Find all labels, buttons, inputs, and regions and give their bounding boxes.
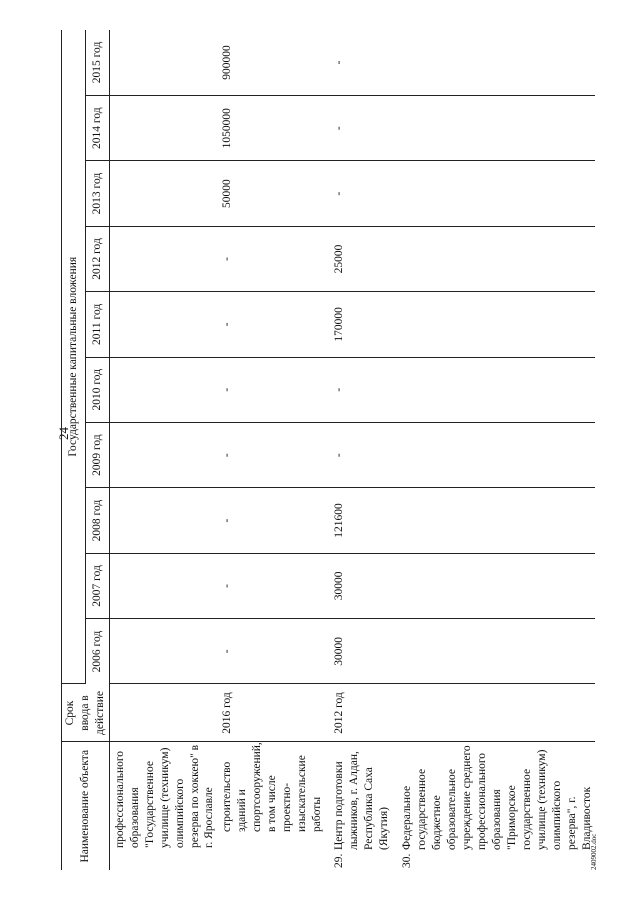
value-cell: - xyxy=(217,619,329,684)
table-row xyxy=(329,30,397,870)
value-cell: - xyxy=(329,422,397,487)
value-cell: - xyxy=(217,292,329,357)
item-number: 30. xyxy=(401,853,414,868)
value-cell: 30000 xyxy=(329,553,397,618)
value-cell xyxy=(397,553,594,618)
value-cell: - xyxy=(329,30,397,95)
value-cell: 121600 xyxy=(329,488,397,553)
term-cell: 2012 год xyxy=(329,684,397,742)
value-cell xyxy=(109,95,217,160)
value-cell: - xyxy=(217,422,329,487)
object-name: Федеральное государственное бюджетное образовательное учреждение среднего профессионального образования "Приморское государственное училище (техникум) олимпийского резерва", г. Владивосток xyxy=(401,745,593,850)
term-cell xyxy=(109,684,217,742)
value-cell xyxy=(397,30,594,95)
value-cell xyxy=(397,488,594,553)
header-year: 2015 год xyxy=(85,30,109,95)
header-investments: Государственные капитальные вложения xyxy=(62,30,86,684)
header-year: 2007 год xyxy=(85,553,109,618)
value-cell xyxy=(109,292,217,357)
rotated-page-content xyxy=(61,30,601,870)
value-cell: 1050000 xyxy=(217,95,329,160)
value-cell xyxy=(109,422,217,487)
object-name: Центр подготовки лыжников, г. Алдан, Республика Саха (Якутия) xyxy=(333,751,391,850)
value-cell: 25000 xyxy=(329,226,397,291)
value-cell: 50000 xyxy=(217,161,329,226)
value-cell xyxy=(109,226,217,291)
value-cell xyxy=(397,422,594,487)
table-row xyxy=(397,30,594,870)
header-year: 2014 год xyxy=(85,95,109,160)
value-cell: 170000 xyxy=(329,292,397,357)
value-cell: 900000 xyxy=(217,30,329,95)
header-year: 2012 год xyxy=(85,226,109,291)
value-cell: - xyxy=(217,357,329,422)
value-cell: - xyxy=(329,95,397,160)
page-number: 24 xyxy=(56,427,71,440)
value-cell: - xyxy=(217,553,329,618)
footer-file-code: 2409002.doc xyxy=(590,833,598,870)
header-year: 2013 год xyxy=(85,161,109,226)
term-cell xyxy=(397,684,594,742)
value-cell xyxy=(397,292,594,357)
object-name: строительство зданий и спортсооружений, в том числе проектно-изыскательские работы xyxy=(221,742,323,832)
value-cell xyxy=(109,619,217,684)
value-cell xyxy=(397,95,594,160)
value-cell xyxy=(109,357,217,422)
term-cell: 2016 год xyxy=(217,684,329,742)
table-row xyxy=(217,30,329,870)
header-year: 2009 год xyxy=(85,422,109,487)
value-cell: - xyxy=(329,357,397,422)
value-cell: - xyxy=(329,161,397,226)
value-cell xyxy=(109,30,217,95)
object-name: профессионального образования "Государственное училище (техникум) олимпийского резерва по хоккею" в г. Ярославле xyxy=(113,744,216,848)
value-cell: - xyxy=(217,226,329,291)
item-number: 29. xyxy=(333,853,346,868)
value-cell xyxy=(109,488,217,553)
value-cell xyxy=(109,553,217,618)
header-year: 2006 год xyxy=(85,619,109,684)
capital-investments-table xyxy=(61,30,595,870)
value-cell xyxy=(397,619,594,684)
header-year: 2011 год xyxy=(85,292,109,357)
value-cell xyxy=(109,161,217,226)
header-name: Наименование объекта xyxy=(62,742,110,870)
value-cell: 30000 xyxy=(329,619,397,684)
header-year: 2008 год xyxy=(85,488,109,553)
header-year: 2010 год xyxy=(85,357,109,422)
value-cell xyxy=(397,226,594,291)
value-cell: - xyxy=(217,488,329,553)
value-cell xyxy=(397,161,594,226)
header-term: Срок ввода в действие xyxy=(62,684,110,742)
value-cell xyxy=(397,357,594,422)
table-row xyxy=(109,30,217,870)
